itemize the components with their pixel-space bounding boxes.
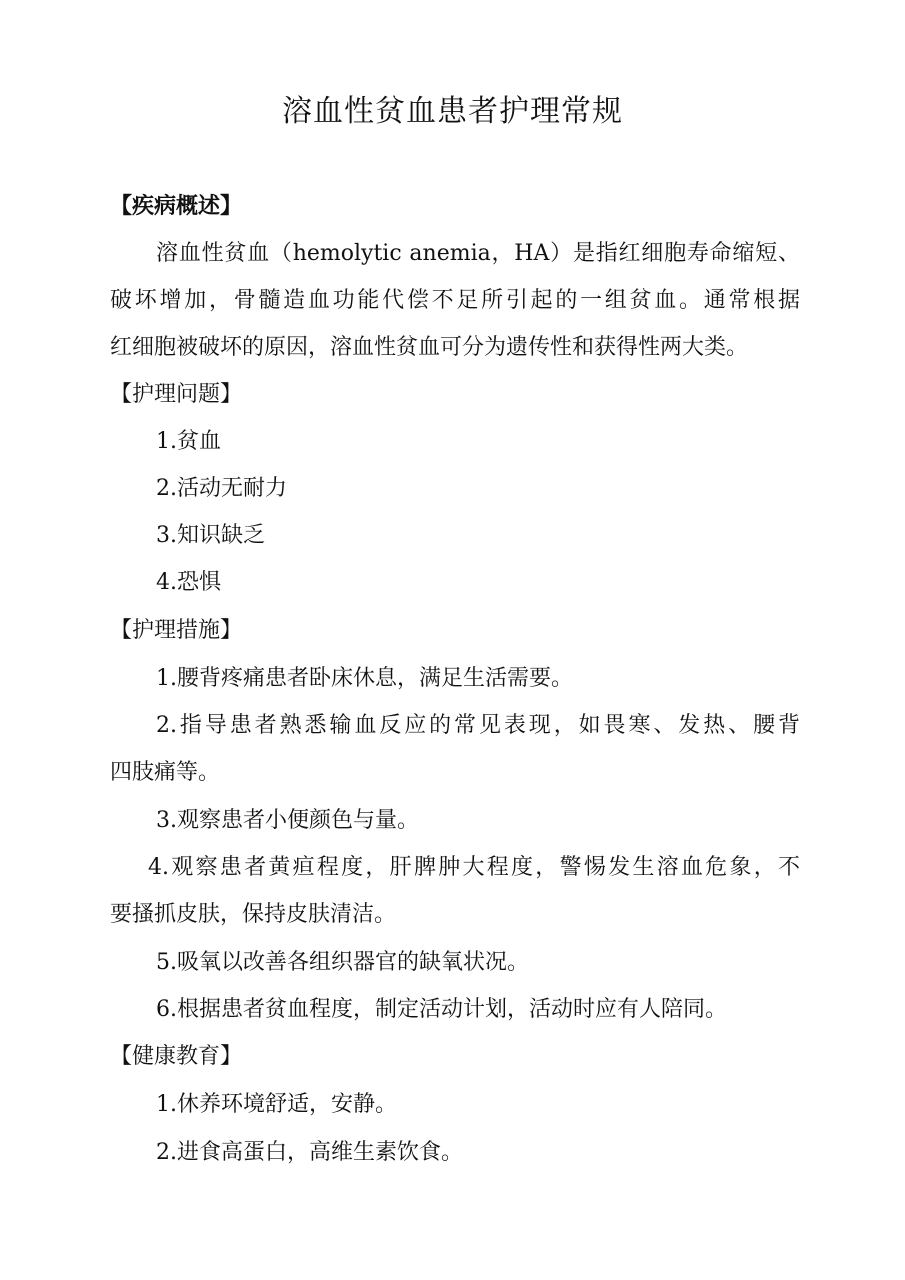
problem-item-2: 2.活动无耐力 <box>156 476 287 501</box>
problem-item-4: 4.恐惧 <box>156 570 221 595</box>
overview-line-1: 溶血性贫血（hemolytic anemia，HA）是指红细胞寿命缩短、 <box>156 241 800 266</box>
problem-item-3: 3.知识缺乏 <box>156 523 265 548</box>
problem-item-1: 1.贫血 <box>156 429 221 454</box>
section-heading-education: 【健康教育】 <box>110 1044 243 1069</box>
measure-item-2: 2.指导患者熟悉输血反应的常见表现，如畏寒、发热、腰背 <box>156 713 800 738</box>
measure-item-6: 6.根据患者贫血程度，制定活动计划，活动时应有人陪同。 <box>156 997 727 1022</box>
section-heading-measures: 【护理措施】 <box>110 618 243 643</box>
measure-item-2-cont: 四肢痛等。 <box>110 760 221 785</box>
measure-item-4: 4.观察患者黄疸程度，肝脾肿大程度，警惕发生溶血危象，不 <box>148 855 800 880</box>
measure-item-3: 3.观察患者小便颜色与量。 <box>156 808 419 833</box>
section-heading-overview: 【疾病概述】 <box>110 194 243 219</box>
measure-item-1: 1.腰背疼痛患者卧床休息，满足生活需要。 <box>156 666 573 691</box>
education-item-2: 2.进食高蛋白，高维生素饮食。 <box>156 1140 463 1165</box>
section-heading-problems: 【护理问题】 <box>110 382 243 407</box>
document-title: 溶血性贫血患者护理常规 <box>282 94 623 129</box>
measure-item-4-cont: 要搔抓皮肤，保持皮肤清洁。 <box>110 902 397 927</box>
education-item-1: 1.休养环境舒适，安静。 <box>156 1092 397 1117</box>
overview-line-2: 破坏增加，骨髓造血功能代偿不足所引起的一组贫血。通常根据 <box>110 288 800 313</box>
overview-line-3: 红细胞被破坏的原因，溶血性贫血可分为遗传性和获得性两大类。 <box>110 335 749 360</box>
measure-item-5: 5.吸氧以改善各组织器官的缺氧状况。 <box>156 950 529 975</box>
